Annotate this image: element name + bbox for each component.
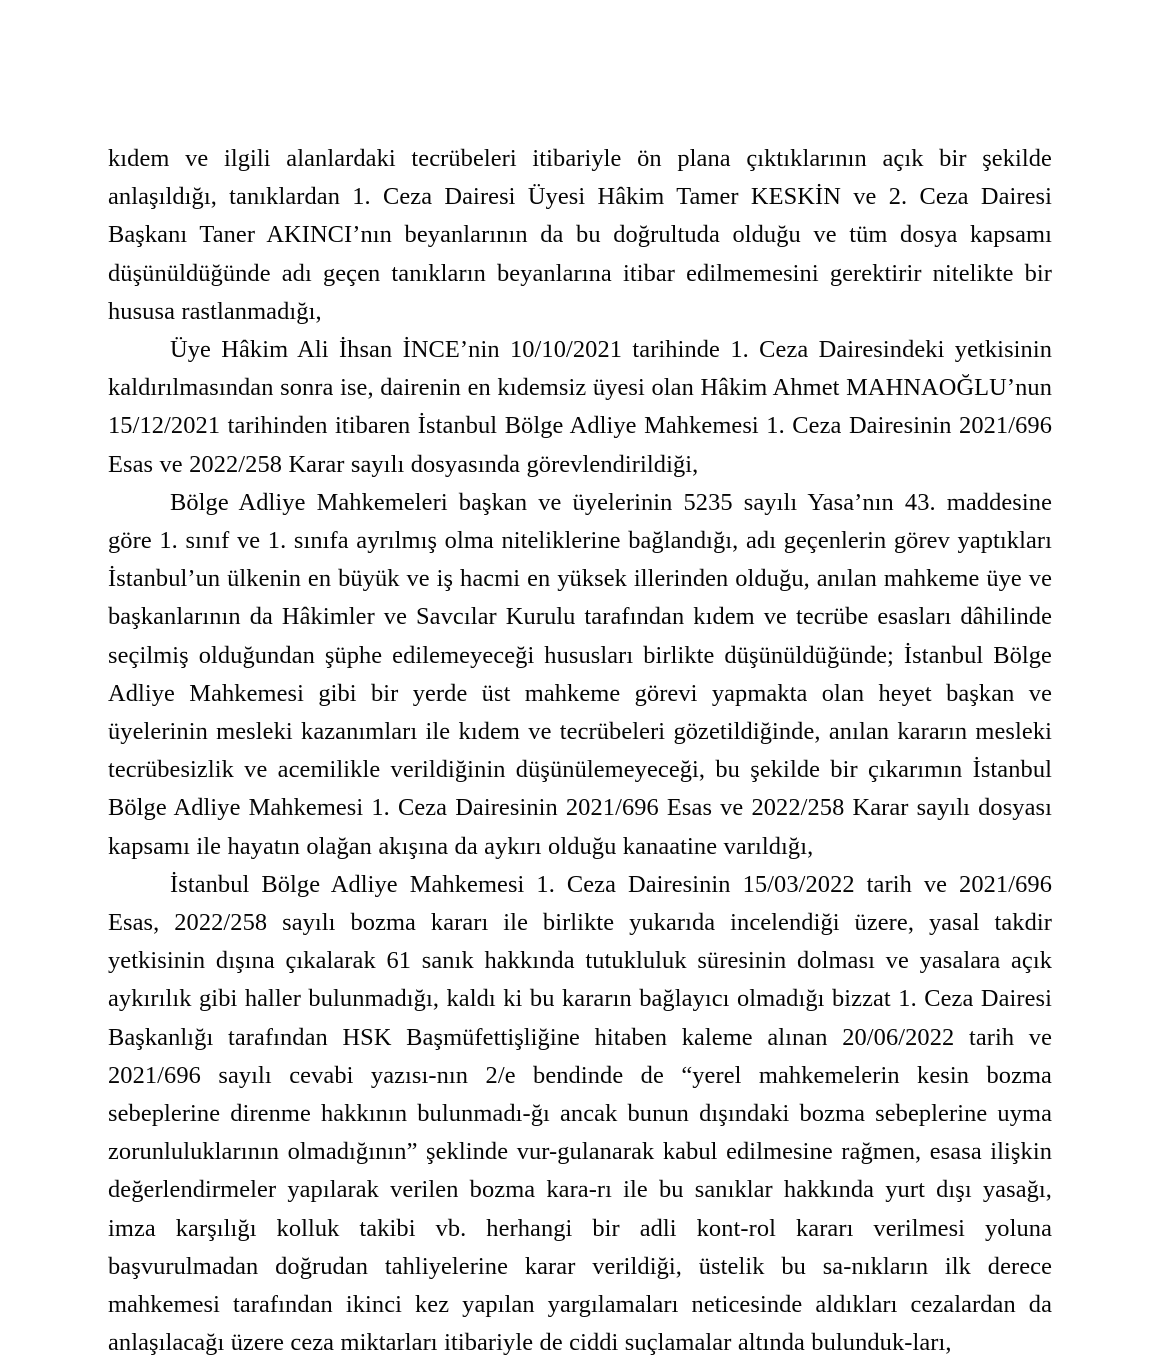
paragraph-2: Üye Hâkim Ali İhsan İNCE’nin 10/10/2021 tarihinde 1. Ceza Dairesindeki yetkisinin kaldırılmasından sonra ise, dairenin en kıdemsiz üyesi olan Hâkim Ahmet MAHNAOĞLU’nun 15/12/2021 tarihinden itibaren İstanbul Bölge Adliye Mahkemesi 1. Ceza Dairesinin 2021/696 Esas ve 2022/258 Karar sayılı dosyasında görevlendirildiği, xyxy=(108,336,1052,478)
document-text-column xyxy=(108,140,1052,1363)
paragraph-3: Bölge Adliye Mahkemeleri başkan ve üyelerinin 5235 sayılı Yasa’nın 43. maddesine göre 1. sınıf ve 1. sınıfa ayrılmış olma niteliklerine bağlandığı, adı geçenlerin görev yaptıkları İstanbul’un ülkenin en büyük ve iş hacmi en yüksek illerinden olduğu, anılan mahkeme üye ve başkanlarının da Hâkimler ve Savcılar Kurulu tarafından kıdem ve tecrübe esasları dâhilinde seçilmiş olduğundan şüphe edilemeyeceği hususları birlikte düşünüldüğünde; İstanbul Bölge Adliye Mahkemesi gibi bir yerde üst mahkeme görevi yapmakta olan heyet başkan ve üyelerinin mesleki kazanımları ile kıdem ve tecrübeleri gözetildiğinde, anılan kararın mesleki tecrübesizlik ve acemilikle verildiğinin düşünülemeyeceği, bu şekilde bir çıkarımın İstanbul Bölge Adliye Mahkemesi 1. Ceza Dairesinin 2021/696 Esas ve 2022/258 Karar sayılı dosyası kapsamı ile hayatın olağan akışına da aykırı olduğu kanaatine varıldığı, xyxy=(108,488,1052,860)
paragraph-1: kıdem ve ilgili alanlardaki tecrübeleri itibariyle ön plana çıktıklarının açık bir şekilde anlaşıldığı, tanıklardan 1. Ceza Dairesi Üyesi Hâkim Tamer KESKİN ve 2. Ceza Dairesi Başkanı Taner AKINCI’nın beyanlarının da bu doğrultuda olduğu ve tüm dosya kapsamı düşünüldüğünde adı geçen tanıkların beyanlarına itibar edilmemesini gerektirir nitelikte bir hususa rastlanmadığı, xyxy=(108,145,1052,325)
paragraph-4: İstanbul Bölge Adliye Mahkemesi 1. Ceza Dairesinin 15/03/2022 tarih ve 2021/696 Esas, 2022/258 sayılı bozma kararı ile birlikte yukarıda incelendiği üzere, yasal takdir yetkisinin dışına çıkalarak 61 sanık hakkında tutukluluk süresinin dolması ve yasalara açık aykırılık gibi haller bulunmadığı, kaldı ki bu kararın bağlayıcı olmadığı bizzat 1. Ceza Dairesi Başkanlığı tarafından HSK Başmüfettişliğine hitaben kaleme alınan 20/06/2022 tarih ve 2021/696 sayılı cevabi yazısı-nın 2/e bendinde de “yerel mahkemelerin kesin bozma sebeplerine direnme hakkının bulunmadı-ğı ancak bunun dışındaki bozma sebeplerine uyma zorunluluklarının olmadığının” şeklinde vur-gulanarak kabul edilmesine rağmen, esasa ilişkin değerlendirmeler yapılarak verilen bozma kara-rı ile bu sanıklar hakkında yurt dışı yasağı, imza karşılığı kolluk takibi vb. herhangi bir adli kont-rol kararı verilmesi yoluna başvurulmadan doğrudan tahliyelerine karar verildiği, üstelik bu sa-nıkların ilk derece mahkemesi tarafından ikinci kez yapılan yargılamaları neticesinde aldıkları cezalardan da anlaşılacağı üzere ceza miktarları itibariyle de ciddi suçlamalar altında bulunduk-ları, xyxy=(108,870,1052,1357)
